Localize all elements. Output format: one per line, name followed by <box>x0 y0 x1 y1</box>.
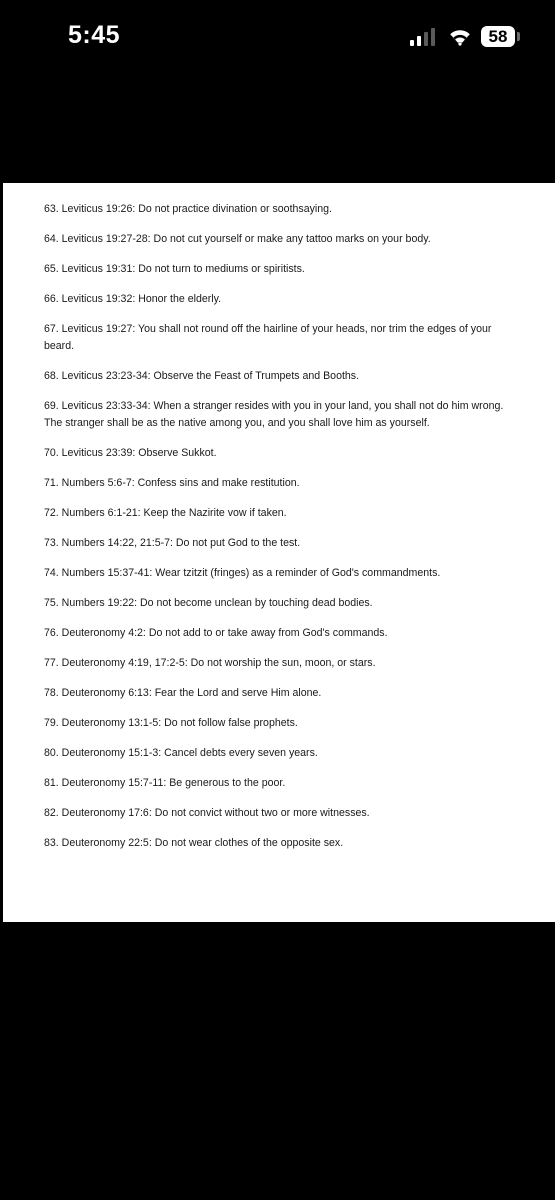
status-bar <box>0 0 555 80</box>
signal-bar <box>410 40 414 46</box>
list-item: 67. Leviticus 19:27: You shall not round off the hairline of your heads, nor trim the edges of your beard. <box>44 323 492 352</box>
list-item: 63. Leviticus 19:26: Do not practice divination or soothsaying. <box>44 203 332 215</box>
rules-list <box>44 201 514 865</box>
list-item: 79. Deuteronomy 13:1-5: Do not follow false prophets. <box>44 717 298 729</box>
list-item: 82. Deuteronomy 17:6: Do not convict without two or more witnesses. <box>44 807 370 819</box>
list-item: 71. Numbers 5:6-7: Confess sins and make restitution. <box>44 477 300 489</box>
battery-icon: 58 <box>481 26 515 47</box>
list-item: 77. Deuteronomy 4:19, 17:2-5: Do not worship the sun, moon, or stars. <box>44 657 376 669</box>
list-item: 64. Leviticus 19:27-28: Do not cut yourself or make any tattoo marks on your body. <box>44 233 431 245</box>
wifi-icon <box>448 25 472 47</box>
cellular-signal-icon <box>410 28 438 46</box>
list-item: 80. Deuteronomy 15:1-3: Cancel debts every seven years. <box>44 747 318 759</box>
list-item: 81. Deuteronomy 15:7-11: Be generous to the poor. <box>44 777 286 789</box>
battery-tip <box>517 32 520 41</box>
list-item: 70. Leviticus 23:39: Observe Sukkot. <box>44 447 217 459</box>
list-item: 69. Leviticus 23:33-34: When a stranger resides with you in your land, you shall not do him wrong. The stranger shall be as the native among you, and you shall love him as yourself. <box>44 400 504 429</box>
signal-bar <box>424 32 428 46</box>
list-item: 65. Leviticus 19:31: Do not turn to mediums or spiritists. <box>44 263 305 275</box>
signal-bar <box>417 36 421 46</box>
status-time: 5:45 <box>68 21 121 49</box>
list-item: 72. Numbers 6:1-21: Keep the Nazirite vow if taken. <box>44 507 287 519</box>
list-item: 78. Deuteronomy 6:13: Fear the Lord and serve Him alone. <box>44 687 322 699</box>
list-item: 83. Deuteronomy 22:5: Do not wear clothes of the opposite sex. <box>44 837 344 849</box>
list-item: 66. Leviticus 19:32: Honor the elderly. <box>44 293 222 305</box>
list-item: 73. Numbers 14:22, 21:5-7: Do not put God to the test. <box>44 537 301 549</box>
list-item: 74. Numbers 15:37-41: Wear tzitzit (fringes) as a reminder of God's commandments. <box>44 567 441 579</box>
list-item: 75. Numbers 19:22: Do not become unclean by touching dead bodies. <box>44 597 373 609</box>
signal-bar <box>431 28 435 46</box>
list-item: 68. Leviticus 23:23-34: Observe the Feast of Trumpets and Booths. <box>44 370 360 382</box>
list-item: 76. Deuteronomy 4:2: Do not add to or take away from God's commands. <box>44 627 388 639</box>
